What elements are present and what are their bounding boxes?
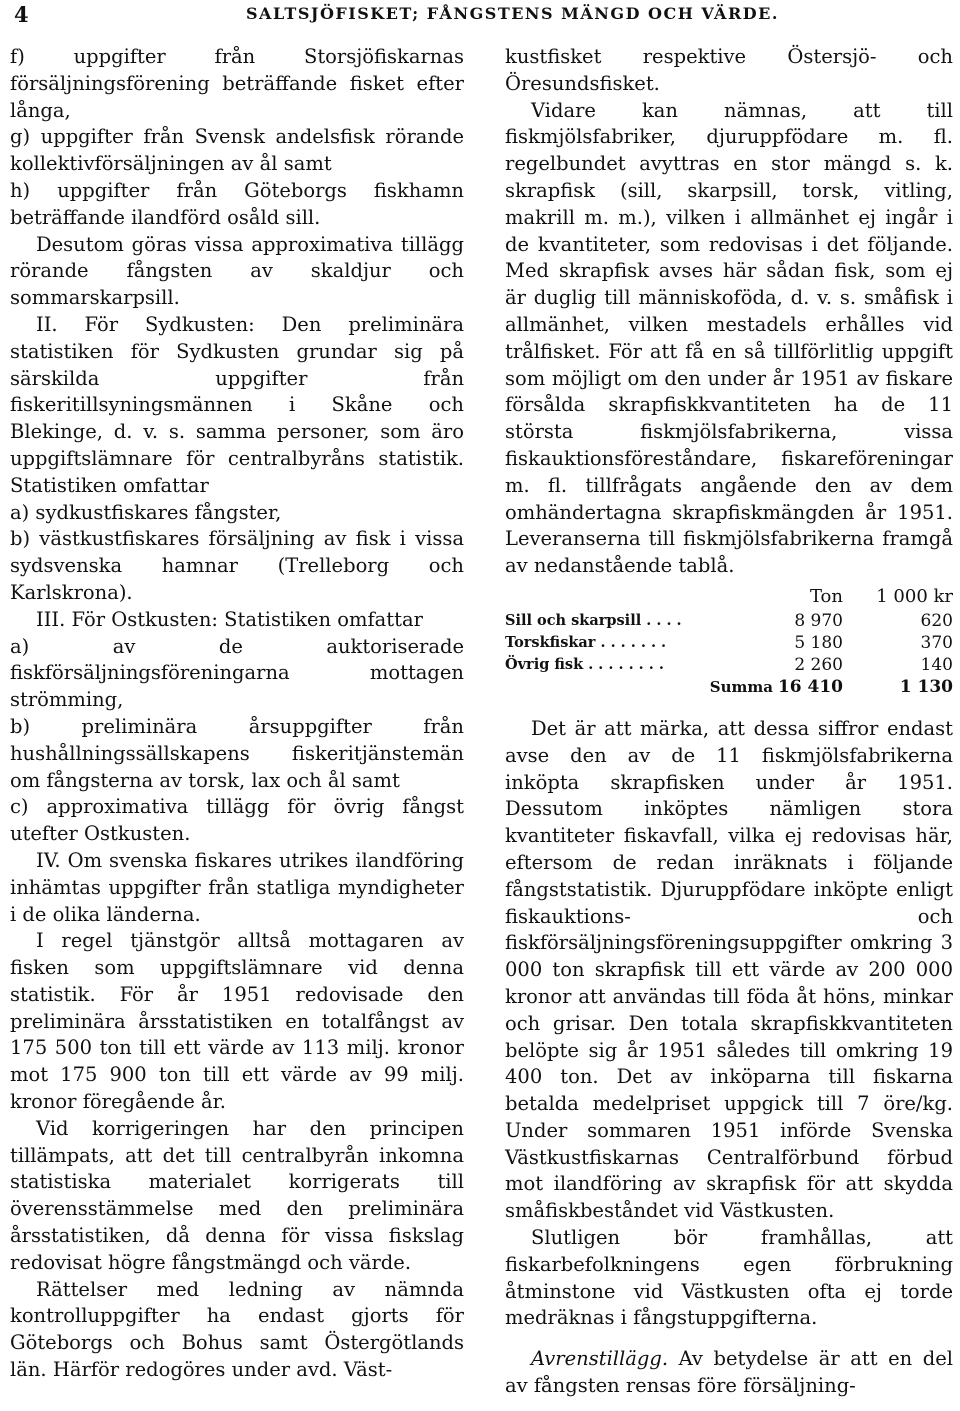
table-row (505, 632, 953, 654)
page-number: 4 (14, 2, 29, 27)
paragraph: Slutligen bör framhållas, att fiskarbefolkningens egen förbrukning åtminstone vid Västkusten ofta ej torde medräknas i fångstuppgifterna. (505, 1226, 953, 1330)
section-iv: IV. Om svenska fiskares utrikes ilandföring inhämtas uppgifter från statliga myndigheter i de olika länderna. (10, 848, 464, 926)
paragraph: I regel tjänstgör alltså mottagaren av fisken som uppgiftslämnare vid denna statistik. För år 1951 redovisade den preliminära årsstatistiken en totalfångst av 175 500 ton till ett värde av 113 milj. kronor mot 175 900 ton till ett värde av 99 milj. kronor föregående år. (10, 929, 464, 1114)
skrapfisk-table (505, 586, 953, 698)
column-header-ton: Ton (809, 585, 843, 607)
page-header (14, 2, 946, 28)
sum-label: Summa (709, 677, 773, 696)
paragraph: b) västkustfiskares försäljning av fisk i vissa sydsvenska hamnar (Trelleborg och Karlskrona). (10, 527, 464, 604)
cell-kr: 140 (920, 654, 953, 675)
section-heading: Avrenstillägg. (531, 1347, 669, 1371)
cell-ton: 8 970 (794, 610, 843, 631)
cell-kr: 370 (920, 632, 953, 653)
table-header-row (505, 586, 953, 610)
cell-kr: 620 (920, 610, 953, 631)
paragraph: Vidare kan nämnas, att till fiskmjölsfabriker, djuruppfödare m. fl. regelbundet avyttras en stor mängd s. k. skrapfisk (sill, skarpsill, torsk, vitling, makrill m. m.), vilken i allmänhet ej ingår i de kvantiteter, som redovisas i det följande. Med skrapfisk avses här sådan fisk, som ej är duglig till människoföda, d. v. s. småfisk i allmänhet, vilken mestadels erhålles vid trålfisket. För att få en så tillförlitlig uppgift som möjligt om den under år 1951 av fiskare försålda skrapfiskkvantiteten ha de 11 största fiskmjölsfabrikerna, vissa fiskauktionsföreståndare, fiskareföreningar m. fl. tillfrågats angående den av dem omhändertagna skrapfiskmängden år 1951. Leveranserna till fiskmjölsfabrikerna framgå av nedanstående tablå. (505, 98, 953, 578)
left-column (10, 44, 464, 1384)
paragraph: Rättelser med ledning av nämnda kontrolluppgifter ha endast gjorts för Göteborgs och Bohus samt Östergötlands län. Härför redogöres under avd. Väst- (10, 1277, 464, 1382)
row-label: Torskfiskar . . . . . . . (505, 633, 667, 651)
row-label: Övrig fisk . . . . . . . . (505, 655, 664, 673)
cell-ton: 5 180 (794, 632, 843, 653)
table-row (505, 610, 953, 632)
sum-row (505, 676, 953, 698)
paragraph (505, 1346, 953, 1400)
running-title: SALTSJÖFISKET; FÅNGSTENS MÄNGD OCH VÄRDE. (246, 4, 779, 23)
right-column (505, 44, 953, 1400)
column-header-kr: 1 000 kr (876, 585, 953, 607)
paragraph: c) approximativa tillägg för övrig fångst utefter Ostkusten. (10, 795, 464, 846)
section-iii: III. För Ostkusten: Statistiken omfattar (36, 607, 423, 631)
paragraph: a) av de auktoriserade fiskförsäljningsföreningarna mottagen strömming, (10, 634, 464, 712)
section-ii: II. För Sydkusten: Den preliminära statistiken för Sydkusten grundar sig på särskilda uppgifter från fiskeritillsyningsmännen i Skåne och Blekinge, d. v. s. samma personer, som äro uppgiftslämnare för centralbyråns statistik. Statistiken omfattar (10, 312, 464, 497)
paragraph: a) sydkustfiskares fångster, (10, 500, 282, 524)
paragraph: Desutom göras vissa approximativa tillägg rörande fångsten av skaldjur och sommarskarpsill. (10, 232, 464, 310)
paragraph: f) uppgifter från Storsjöfiskarnas försäljningsförening beträffande fisket efter långa, (10, 45, 464, 122)
row-label: Sill och skarpsill . . . . (505, 611, 682, 629)
sum-ton: 16 410 (777, 676, 843, 697)
paragraph: g) uppgifter från Svensk andelsfisk rörande kollektivförsäljningen av ål samt (10, 125, 464, 176)
table-row (505, 654, 953, 676)
paragraph: h) uppgifter från Göteborgs fiskhamn beträffande ilandförd osåld sill. (10, 178, 464, 229)
cell-ton: 2 260 (794, 654, 843, 675)
paragraph: kustfisket respektive Östersjö- och Öresundsfisket. (505, 45, 953, 95)
paragraph: Vid korrigeringen har den principen tillämpats, att det till centralbyrån inkomna statistiska materialet korrigerats till överensstämmelse med den preliminära årsstatistiken, då denna för vissa fiskslag redovisat högre fångstmängd och värde. (10, 1116, 464, 1274)
sum-kr: 1 130 (899, 676, 953, 697)
paragraph: Det är att märka, att dessa siffror endast avse den av de 11 fiskmjölsfabrikerna inköpta skrapfisken under år 1951. Dessutom inköptes nämligen stora kvantiteter fiskavfall, vilka ej redovisas här, eftersom de redan inräknats i följande fångststatistik. Djuruppfödare inköpte enligt fiskauktions- och fiskförsäljningsföreningsuppgifter omkring 3 000 ton skrapfisk till ett värde av 200 000 kronor att användas till föda åt höns, minkar och grisar. Den totala skrapfiskkvantiteten belöpte sig år 1951 således till omkring 19 400 ton. Det av inköparna till fiskarna betalda medelpriset uppgick till 7 öre/kg. Under sommaren 1951 införde Svenska Västkustfiskarnas Centralförbund förbud mot ilandföring av skrapfisk för att skydda småfiskbeståndet vid Västkusten. (505, 716, 953, 1223)
paragraph-text: Av betydelse är att en del av fångsten rensas före försäljning- (505, 1347, 953, 1398)
paragraph: b) preliminära årsuppgifter från hushållningssällskapens fiskeritjänstemän om fångsterna av torsk, lax och ål samt (10, 714, 464, 792)
